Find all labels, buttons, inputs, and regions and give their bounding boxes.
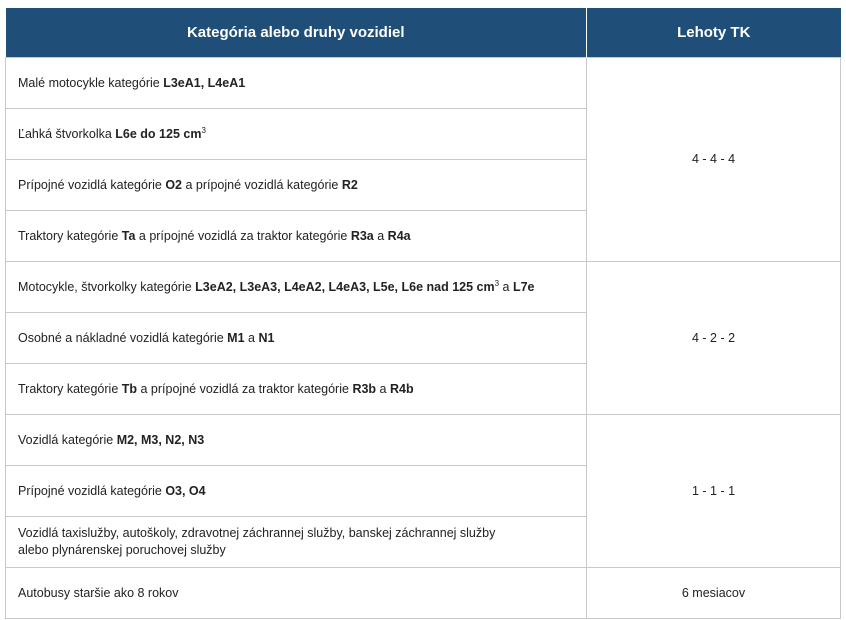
- header-row: [6, 8, 841, 58]
- term-cell: 4 - 2 - 2: [587, 262, 841, 415]
- category-code: L6e do 125 cm: [115, 126, 202, 141]
- category-cell: [6, 58, 587, 109]
- category-code: M1: [227, 330, 245, 345]
- term-cell: 1 - 1 - 1: [587, 415, 841, 568]
- table-body: [6, 58, 841, 619]
- category-code: Tb: [121, 381, 138, 396]
- category-text: Vozidlá taxislužby, autoškoly, zdravotnej záchrannej služby, banskej záchrannej služby: [18, 526, 496, 540]
- category-code: L7e: [512, 279, 535, 294]
- category-text: a: [373, 228, 388, 243]
- category-text: Traktory kategórie: [18, 228, 122, 243]
- category-text: Ľahká štvorkolka: [18, 126, 116, 141]
- category-text: a prípojné vozidlá kategórie: [182, 177, 342, 192]
- category-text: Prípojné vozidlá kategórie: [18, 177, 166, 192]
- category-text: Traktory kategórie: [18, 381, 122, 396]
- term-cell: 6 mesiacov: [587, 568, 841, 619]
- category-cell: [6, 568, 587, 619]
- superscript: 3: [201, 125, 206, 135]
- category-text: a: [376, 381, 390, 396]
- category-code: N1: [258, 330, 275, 345]
- category-text: a: [244, 330, 259, 345]
- category-code: R3a: [350, 228, 374, 243]
- category-cell: [6, 160, 587, 211]
- category-cell: [6, 313, 587, 364]
- category-code: M2, M3, N2, N3: [116, 432, 205, 447]
- category-code: L3eA2, L3eA3, L4eA2, L4eA3, L5e, L6e nad 125 cm: [195, 279, 495, 294]
- table-row: [6, 568, 841, 619]
- category-text: Motocykle, štvorkolky kategórie: [18, 279, 196, 294]
- category-text: a: [499, 279, 513, 294]
- category-cell: [6, 109, 587, 160]
- category-code: L3eA1, L4eA1: [163, 75, 246, 90]
- category-code: R4a: [387, 228, 411, 243]
- table-row: [6, 58, 841, 109]
- category-cell: [6, 415, 587, 466]
- category-cell: [6, 262, 587, 313]
- table-row: [6, 415, 841, 466]
- category-code: R3b: [352, 381, 377, 396]
- category-text: Vozidlá kategórie: [18, 432, 117, 447]
- category-cell: [6, 466, 587, 517]
- category-text: Osobné a nákladné vozidlá kategórie: [18, 330, 228, 345]
- category-cell: [6, 517, 587, 568]
- category-text: Malé motocykle kategórie: [18, 75, 164, 90]
- category-text: a prípojné vozidlá za traktor kategórie: [135, 228, 351, 243]
- category-cell: [6, 211, 587, 262]
- table-row: [6, 262, 841, 313]
- header-term: Lehoty TK: [587, 8, 841, 58]
- category-code: R4b: [389, 381, 414, 396]
- category-cell: [6, 364, 587, 415]
- category-text: Autobusy staršie ako 8 rokov: [18, 585, 179, 600]
- category-text: a prípojné vozidlá za traktor kategórie: [137, 381, 353, 396]
- superscript: 3: [494, 278, 500, 288]
- category-text: Prípojné vozidlá kategórie: [18, 483, 166, 498]
- term-cell: 4 - 4 - 4: [587, 58, 841, 262]
- category-text: alebo plynárenskej poruchovej služby: [18, 543, 226, 557]
- category-code: Ta: [121, 228, 136, 243]
- category-code: O3, O4: [165, 483, 206, 498]
- inspection-deadlines-table-wrap: [5, 8, 840, 619]
- category-code: R2: [341, 177, 358, 192]
- header-category: Kategória alebo druhy vozidiel: [6, 8, 587, 58]
- category-code: O2: [165, 177, 182, 192]
- inspection-deadlines-table: [5, 8, 841, 619]
